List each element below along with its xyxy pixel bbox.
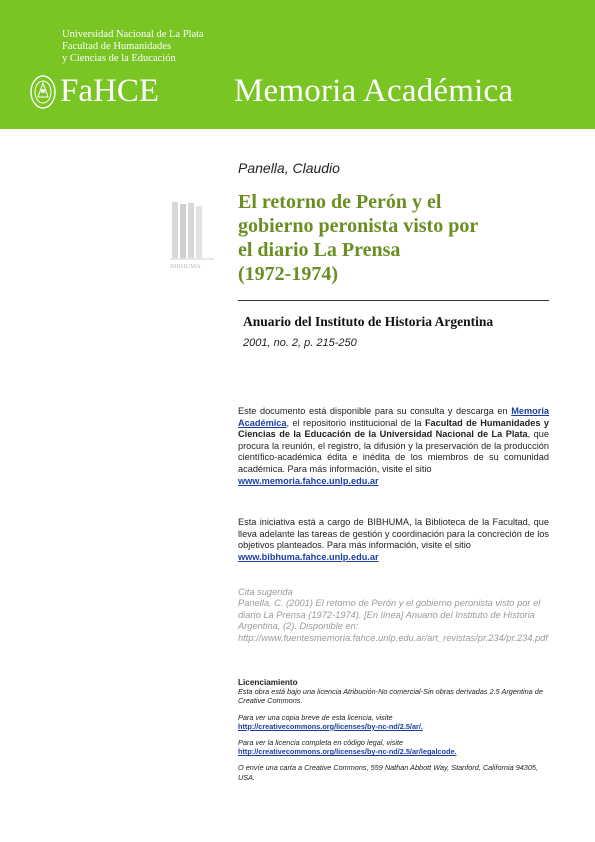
- faculty-line: Facultad de Humanidades: [62, 41, 172, 52]
- fahce-brand: FaHCE: [60, 73, 159, 109]
- university-line: Universidad Nacional de La Plata: [62, 29, 204, 40]
- university-name: [62, 29, 204, 65]
- license-letter: O envíe una carta a Creative Commons, 559 Nathan Abbott Way, Stanford, California 94305, USA.: [238, 763, 539, 782]
- divider: [238, 300, 549, 301]
- title-line: el diario La Prensa: [238, 239, 401, 261]
- bibhuma-logo-icon: [168, 200, 218, 270]
- journal-name: Anuario del Instituto de Historia Argentina: [243, 314, 494, 329]
- document-title: [238, 190, 558, 286]
- availability-text: , que procura la reunión, el registro, la difusión y la preservación de la producción científico-académica édita e inédita de los miembros de su comunidad académica. Para más información, visite el sitio: [238, 429, 549, 474]
- availability-text: Este documento está disponible para su consulta y descarga en: [238, 406, 512, 416]
- suggested-citation: [238, 587, 549, 644]
- suggested-citation-heading: Cita sugerida: [238, 587, 293, 597]
- license-full-text: Para ver la licencia completa en código legal, visite: [238, 738, 404, 748]
- bibhuma-url-link[interactable]: www.bibhuma.fahce.unlp.edu.ar: [238, 551, 379, 562]
- faculty-line-2: y Ciencias de la Educación: [62, 53, 176, 64]
- license-copy-text: Para ver una copia breve de esta licencia, visite: [238, 712, 393, 722]
- bibhuma-caption: BIBHUMA: [170, 263, 201, 270]
- license-heading: Licenciamiento: [238, 678, 298, 687]
- bibhuma-text: Esta iniciativa está a cargo de BIBHUMA, la Biblioteca de la Facultad, que lleva adelante las tareas de gestión y coordinación para la concreción de los objetivos planteados. Para más información, visite el sitio: [238, 517, 549, 551]
- author-name: Panella, Claudio: [238, 160, 340, 176]
- license-copy-link[interactable]: http://creativecommons.org/licenses/by-nc-nd/2.5/ar/.: [238, 721, 423, 731]
- title-line: (1972-1974): [238, 263, 338, 285]
- license-full-link[interactable]: http://creativecommons.org/licenses/by-nc-nd/2.5/ar/legalcode.: [238, 747, 457, 757]
- header-banner: [0, 0, 595, 129]
- memoria-academica-brand: Memoria Académica: [234, 73, 514, 109]
- title-line: gobierno peronista visto por: [238, 215, 479, 237]
- university-seal-icon: [28, 73, 58, 111]
- title-line: El retorno de Perón y el: [238, 191, 442, 213]
- availability-text: , el repositorio institucional de la: [286, 417, 425, 428]
- suggested-citation-text: Panella, C. (2001) El retorno de Perón y el gobierno peronista visto por el diario La Prensa (1972-1974). [En línea] Anuario del Instituto de Historia Argentina, (2). Disponible en: http://www.fuentesmemoria.fahce.unlp.edu.ar/art_revistas/pr.234/pr.234.pdf: [238, 598, 548, 643]
- faculty-name: Facultad de Humanidades y Ciencias de la Educación de la Universidad Nacional de La Plata: [238, 417, 549, 440]
- availability-paragraph: [238, 406, 549, 487]
- license-section: [238, 678, 549, 782]
- memoria-url-link[interactable]: www.memoria.fahce.unlp.edu.ar: [238, 475, 379, 486]
- bibhuma-paragraph: [238, 517, 549, 563]
- license-text: Esta obra está bajo una licencia Atribución-No comercial-Sin obras derivadas 2.5 Argentina de Creative Commons.: [238, 687, 543, 706]
- memoria-academica-link[interactable]: Memoria Académica: [238, 406, 549, 428]
- publication-info: 2001, no. 2, p. 215-250: [243, 337, 357, 349]
